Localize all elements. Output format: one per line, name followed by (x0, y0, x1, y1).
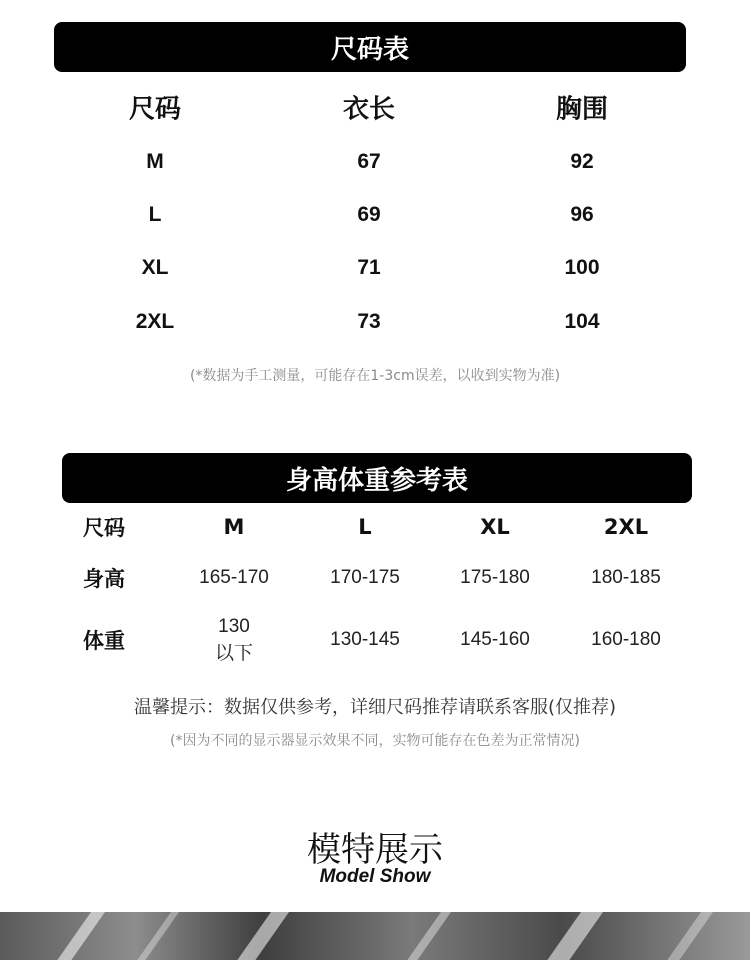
size-chart-header-size: 尺码 (128, 94, 182, 125)
size-chart-cell: 69 (357, 203, 381, 226)
ref-chart-weight-label: 体重 (83, 629, 125, 653)
size-chart-cell: 92 (570, 150, 594, 173)
size-chart-cell: M (146, 150, 164, 173)
ref-chart-tip: 温馨提示：数据仅供参考，详细尺码推荐请联系客服(仅推荐) (133, 697, 617, 718)
size-chart-cell: 2XL (135, 310, 175, 333)
ref-chart-weight-value: 145-160 (460, 629, 530, 650)
ref-chart-height-value: 170-175 (330, 567, 400, 588)
model-show-title: 模特展示 (307, 830, 443, 870)
size-chart-note: (*数据为手工测量，可能存在1-3cm误差，以收到实物为准) (189, 368, 561, 384)
size-chart-header-chest: 胸围 (555, 94, 609, 125)
size-chart-cell: 71 (357, 256, 381, 279)
ref-chart-size: L (358, 515, 372, 539)
ref-chart-size: 2XL (603, 515, 649, 539)
ref-chart-height-value: 175-180 (460, 567, 530, 588)
ref-chart-weight-line2: 以下 (214, 642, 253, 664)
ref-chart-height-value: 180-185 (591, 567, 661, 588)
ref-chart-size: M (223, 515, 245, 539)
ref-chart-title-bar (62, 453, 692, 503)
size-chart-title: 尺码表 (330, 34, 409, 65)
size-chart-cell: 73 (357, 310, 381, 333)
ref-chart-title: 身高体重参考表 (285, 465, 468, 496)
ref-chart-weight-value (204, 614, 264, 666)
size-chart-cell: XL (141, 256, 169, 279)
ref-chart-header-label: 尺码 (83, 516, 125, 540)
size-chart-cell: 104 (564, 310, 600, 333)
model-photo (0, 912, 750, 960)
size-chart-cell: L (148, 203, 162, 226)
size-chart-cell: 96 (570, 203, 594, 226)
size-chart-cell: 67 (357, 150, 381, 173)
size-chart-title-bar (54, 22, 686, 72)
ref-chart-height-value: 165-170 (199, 567, 269, 588)
ref-chart-height-label: 身高 (83, 567, 125, 591)
ref-chart-weight-value: 160-180 (591, 629, 661, 650)
ref-chart-note: (*因为不同的显示器显示效果不同，实物可能存在色差为正常情况) (170, 733, 580, 749)
size-chart-header-length: 衣长 (342, 94, 396, 125)
ref-chart-weight-line1: 130 (218, 616, 250, 637)
ref-chart-size: XL (480, 515, 510, 539)
ref-chart-weight-value: 130-145 (330, 629, 400, 650)
model-show-subtitle: Model Show (319, 866, 431, 887)
size-chart-cell: 100 (564, 256, 600, 279)
